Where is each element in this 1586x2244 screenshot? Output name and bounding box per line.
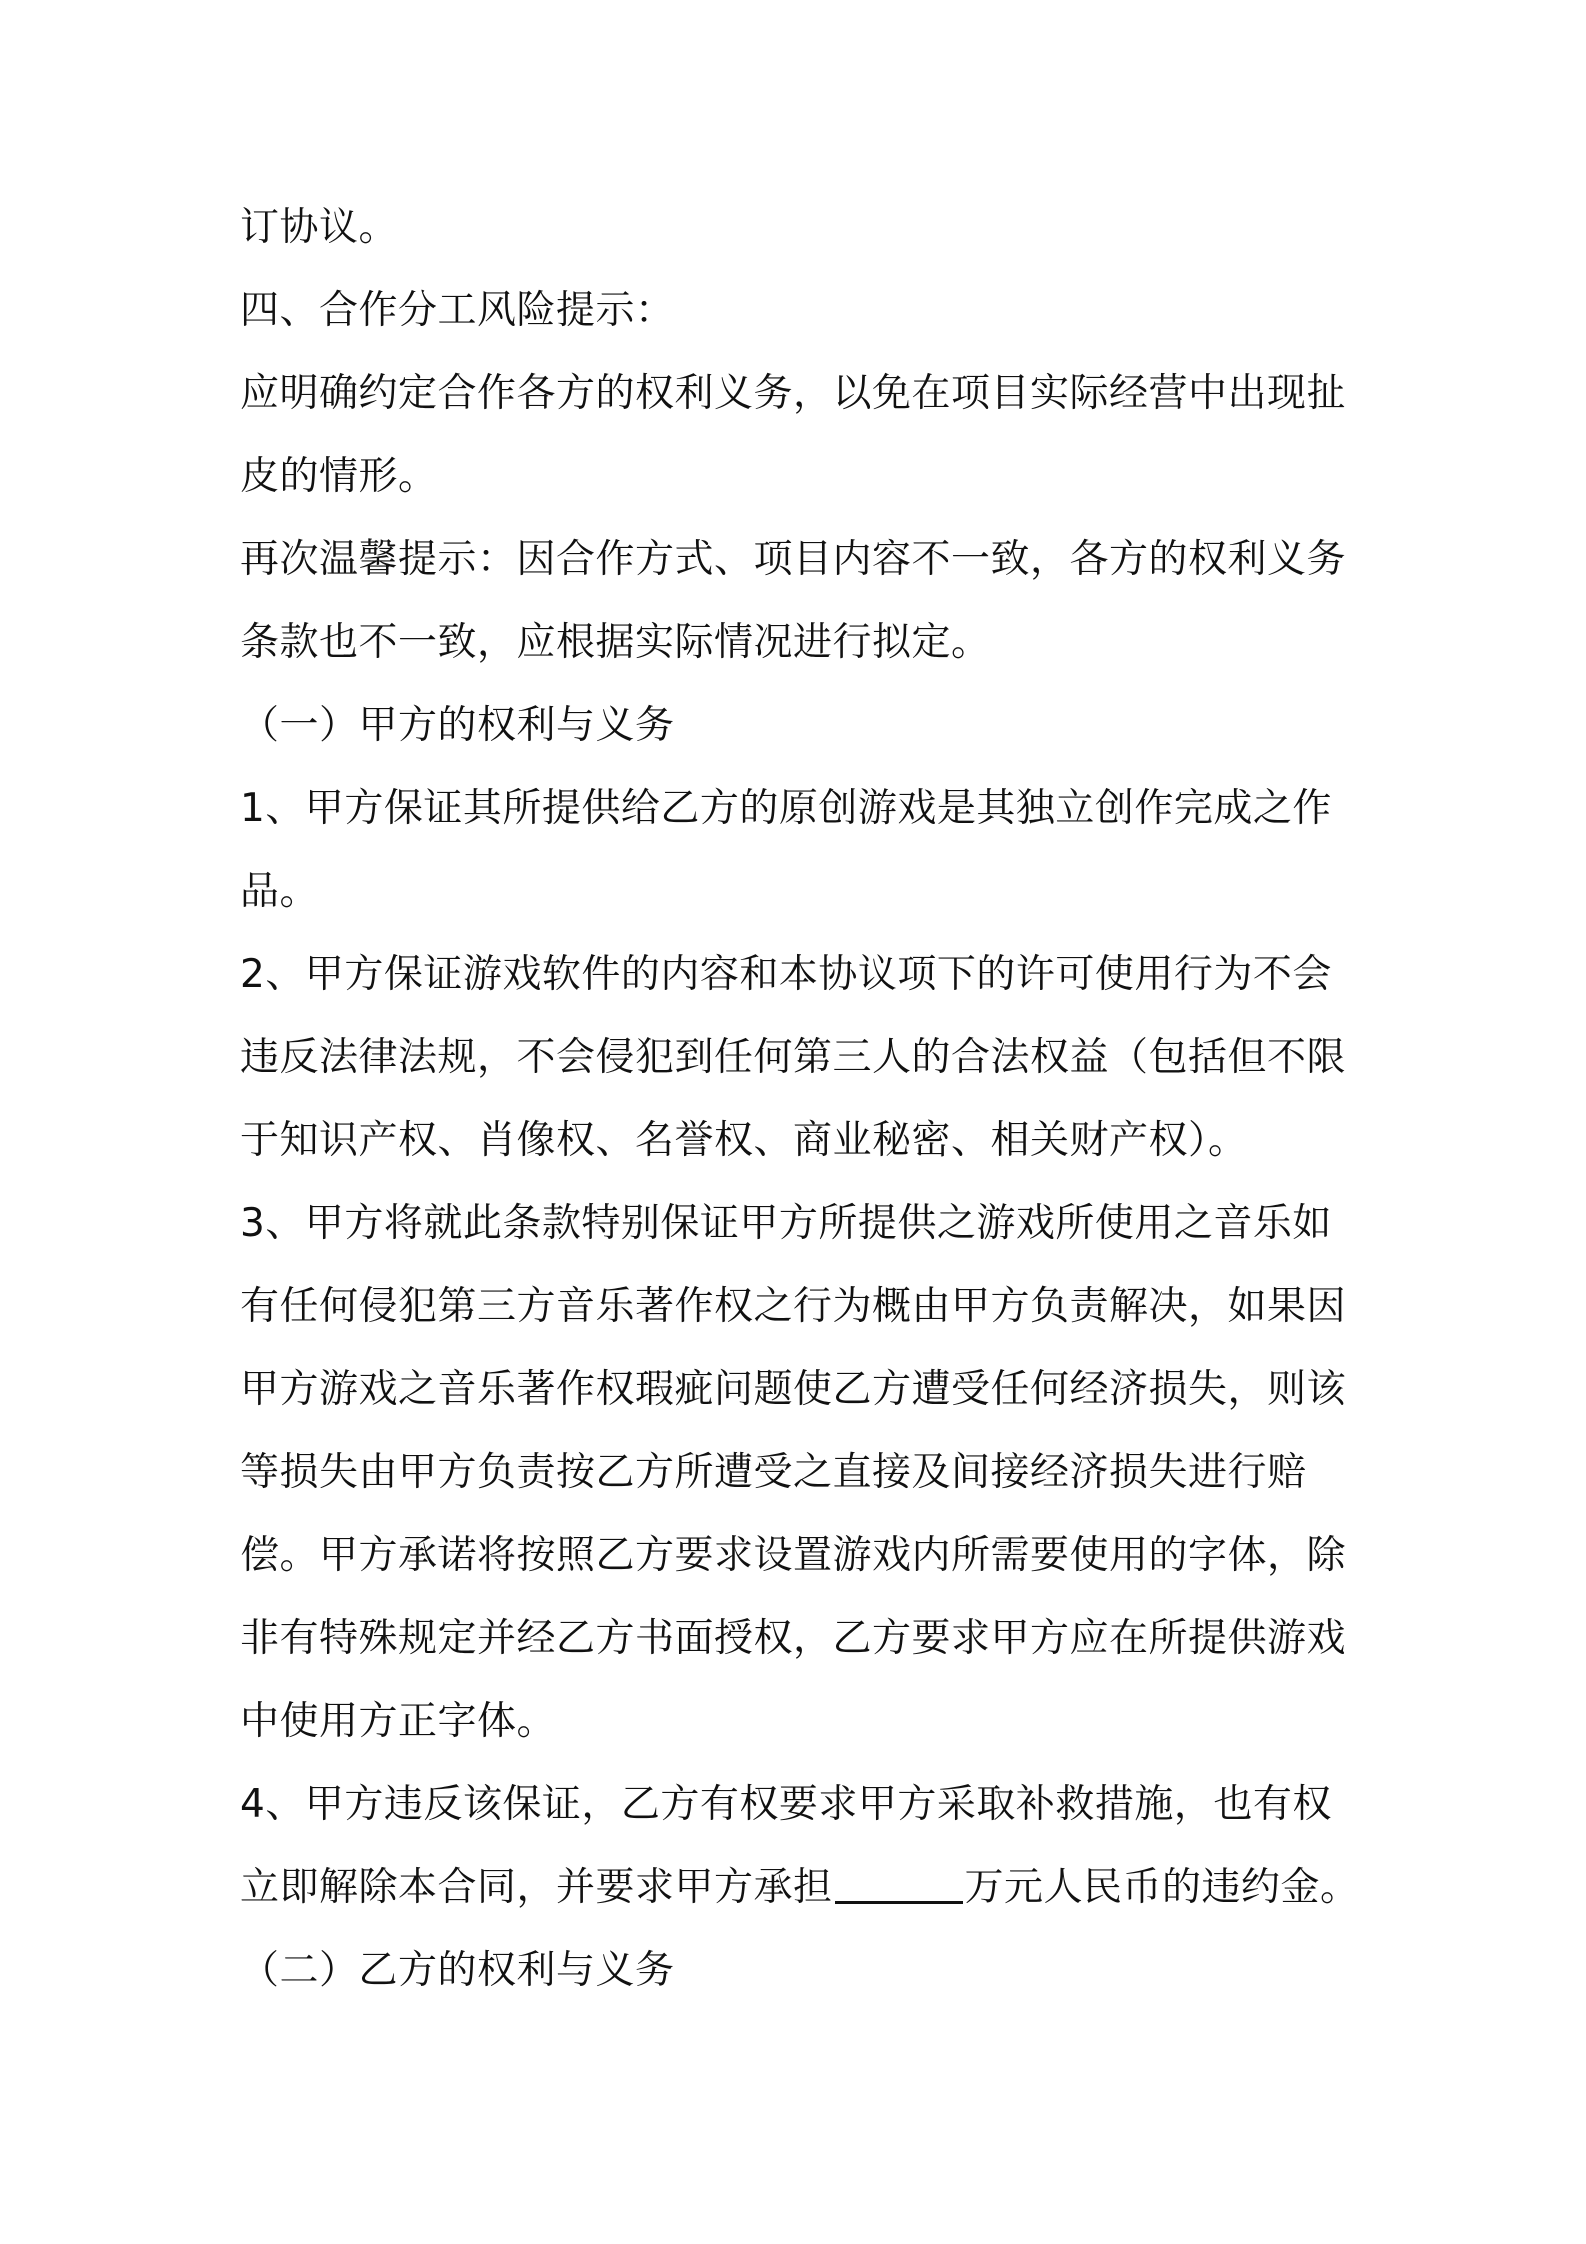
penalty-amount-blank (835, 1867, 963, 1904)
text-line: 2、甲方保证游戏软件的内容和本协议项下的许可使用行为不会 (240, 952, 1332, 997)
text-line: 3、甲方将就此条款特别保证甲方所提供之游戏所使用之音乐如 (240, 1201, 1332, 1246)
penalty-line (240, 1846, 1360, 1929)
text-line: 再次温馨提示：因合作方式、项目内容不一致，各方的权利义务 (240, 537, 1347, 582)
text-line: 应明确约定合作各方的权利义务，以免在项目实际经营中出现扯 (240, 371, 1347, 416)
text-line: 4、甲方违反该保证，乙方有权要求甲方采取补救措施，也有权 (240, 1782, 1332, 1827)
text-line: 有任何侵犯第三方音乐著作权之行为概由甲方负责解决，如果因 (240, 1284, 1347, 1329)
penalty-text-before: 立即解除本合同，并要求甲方承担 (240, 1865, 833, 1910)
text-line: 违反法律法规，不会侵犯到任何第三人的合法权益（包括但不限 (240, 1035, 1347, 1080)
text-line: 条款也不一致，应根据实际情况进行拟定。 (240, 620, 991, 665)
text-line: 等损失由甲方负责按乙方所遭受之直接及间接经济损失进行赔 (240, 1450, 1307, 1495)
text-line: 于知识产权、肖像权、名誉权、商业秘密、相关财产权）。 (240, 1118, 1248, 1163)
section-heading-four: 四、合作分工风险提示： (240, 288, 675, 333)
text-line: 皮的情形。 (240, 454, 438, 499)
section-heading-one: （一）甲方的权利与义务 (240, 703, 675, 748)
section-heading-two: （二）乙方的权利与义务 (240, 1948, 675, 1993)
text-line: 甲方游戏之音乐著作权瑕疵问题使乙方遭受任何经济损失，则该 (240, 1367, 1347, 1412)
text-line: 订协议。 (240, 205, 399, 250)
penalty-text-after: 万元人民币的违约金。 (964, 1865, 1360, 1910)
text-line: 品。 (240, 869, 320, 914)
text-line: 偿。甲方承诺将按照乙方要求设置游戏内所需要使用的字体，除 (240, 1533, 1347, 1578)
text-line: 非有特殊规定并经乙方书面授权，乙方要求甲方应在所提供游戏 (240, 1616, 1347, 1661)
document-body (240, 186, 1360, 2012)
text-line: 1、甲方保证其所提供给乙方的原创游戏是其独立创作完成之作 (240, 786, 1332, 831)
text-line: 中使用方正字体。 (240, 1699, 557, 1744)
